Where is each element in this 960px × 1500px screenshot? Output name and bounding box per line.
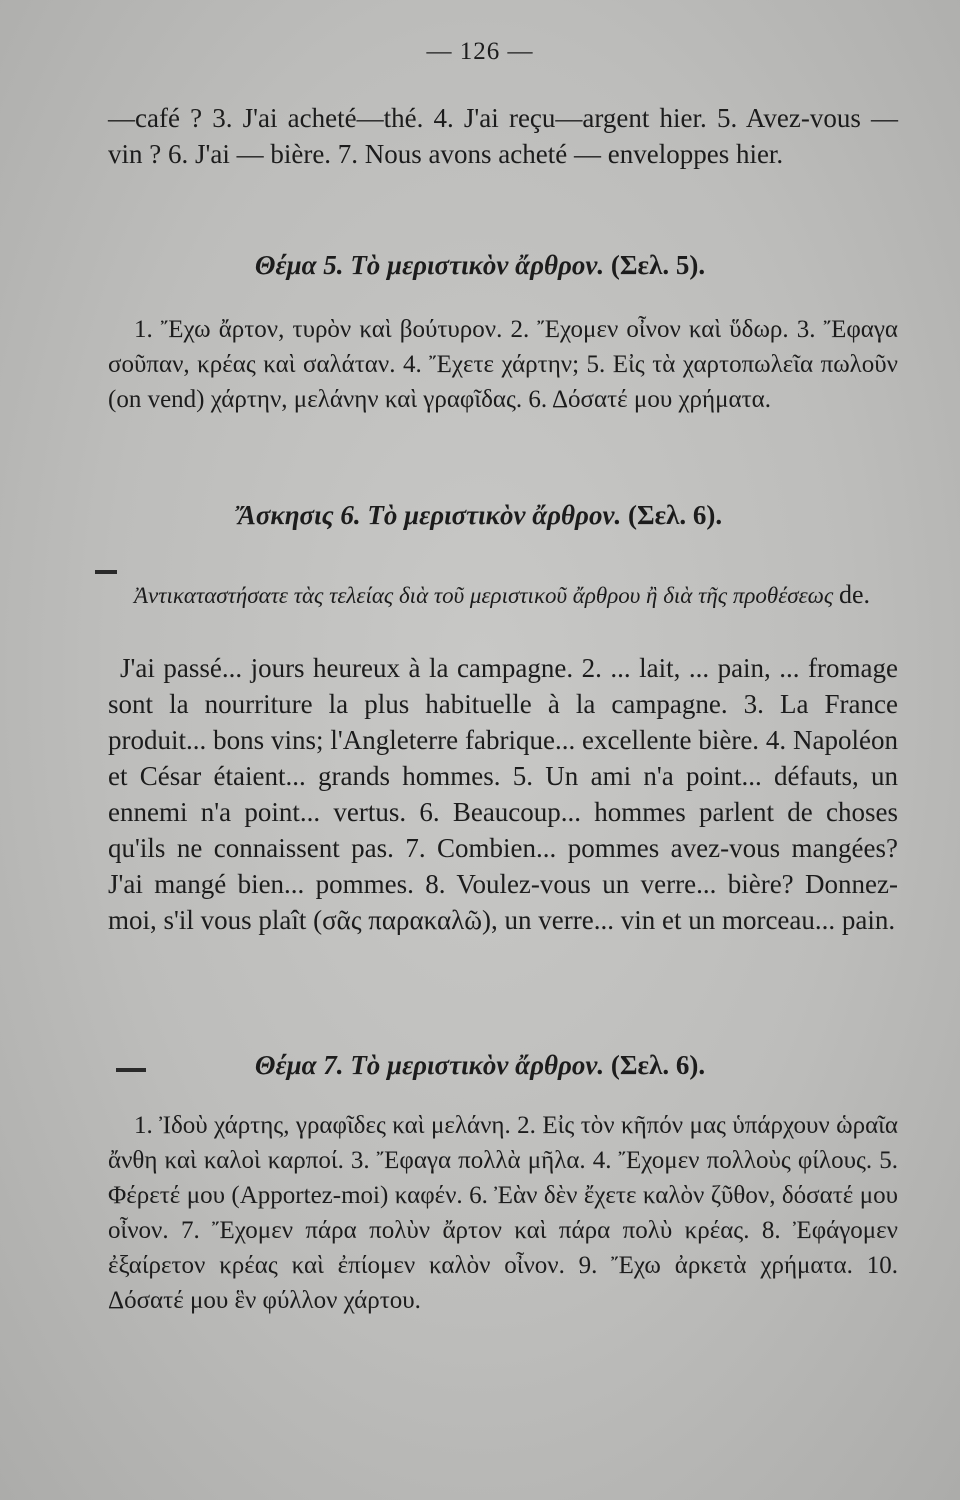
page-number: — 126 — <box>426 38 534 65</box>
theme7-heading <box>0 1050 960 1081</box>
exercise6-heading <box>0 500 960 531</box>
exercise6-instruction-text: Ἀντικαταστήσατε τὰς τελείας διὰ τοῦ μεριστικοῦ ἄρθρου ἢ διὰ τῆς προθέσεως <box>134 583 834 608</box>
exercise6-instruction-word: de. <box>838 580 871 609</box>
exercise6-instruction <box>108 578 898 613</box>
exercise6-title: Τὸ μεριστικὸν ἄρθρον. <box>367 500 622 530</box>
exercise6-body: J'ai passé... jours heureux à la campagne. 2. ... lait, ... pain, ... fromage sont la nourriture la plus habituelle à la campagne. 3. La France produit... bons vins; l'Angleterre fabrique... excellente bière. 4. Napoléon et César étaient... grands hommes. 5. Un ami n'a point... défauts, un ennemi n'a point... vertus. 6. Beaucoup... hommes parlent de choses qu'ils ne connaissent pas. 7. Combien... pommes avez-vous mangées? J'ai mangé bien... pommes. 8. Voulez-vous un verre... bière? Donnez-moi, s'il vous plaît (σᾶς παρακαλῶ), un verre... vin et un morceau... pain. <box>108 653 898 935</box>
exercise6-ref: (Σελ. 6). <box>627 500 723 530</box>
theme5-body: 1. Ἔχω ἄρτον, τυρὸν καὶ βούτυρον. 2. Ἔχομεν οἶνον καὶ ὕδωρ. 3. Ἔφαγα σοῦπαν, κρέας καὶ σαλάταν. 4. Ἔχετε χάρτην; 5. Εἰς τὰ χαρτοπωλεῖα πωλοῦν (on vend) χάρτην, μελάνην καὶ γραφῖδας. 6. Δόσατέ μου χρήματα. <box>108 316 898 413</box>
exercise6-label: Ἄσκησις 6. <box>237 500 361 530</box>
theme5-label: Θέμα 5. <box>254 250 344 280</box>
margin-dash-mark <box>95 570 117 574</box>
theme5-ref: (Σελ. 5). <box>610 250 706 280</box>
theme7-label: Θέμα 7. <box>254 1050 344 1080</box>
theme5-heading <box>0 250 960 281</box>
theme7-title: Τὸ μεριστικὸν ἄρθρον. <box>350 1050 605 1080</box>
theme5-title: Τὸ μεριστικὸν ἄρθρον. <box>350 250 605 280</box>
theme7-ref: (Σελ. 6). <box>610 1050 706 1080</box>
theme7-body: 1. Ἰδοὺ χάρτης, γραφῖδες καὶ μελάνη. 2. Εἰς τὸν κῆπόν μας ὑπάρχουν ὡραῖα ἄνθη καὶ καλοὶ καρποί. 3. Ἔφαγα πολλὰ μῆλα. 4. Ἔχομεν πολλοὺς φίλους. 5. Φέρετέ μου (Apportez-moi) καφέν. 6. Ἐὰν δὲν ἔχετε καλὸν ζῦθον, δόσατέ μου οἶνον. 7. Ἔχομεν πάρα πολὺν ἄρτον καὶ πάρα πολὺ κρέας. 8. Ἐφάγομεν ἐξαίρετον κρέας καὶ ἐπίομεν καλὸν οἶνον. 9. Ἔχω ἀρκετὰ χρήματα. 10. Δόσατέ μου ἓν φύλλον χάρτου. <box>108 1112 898 1314</box>
continuation-paragraph: —café ? 3. J'ai acheté—thé. 4. J'ai reçu—argent hier. 5. Avez-vous — vin ? 6. J'ai — bière. 7. Nous avons acheté — enveloppes hier. <box>108 103 898 169</box>
